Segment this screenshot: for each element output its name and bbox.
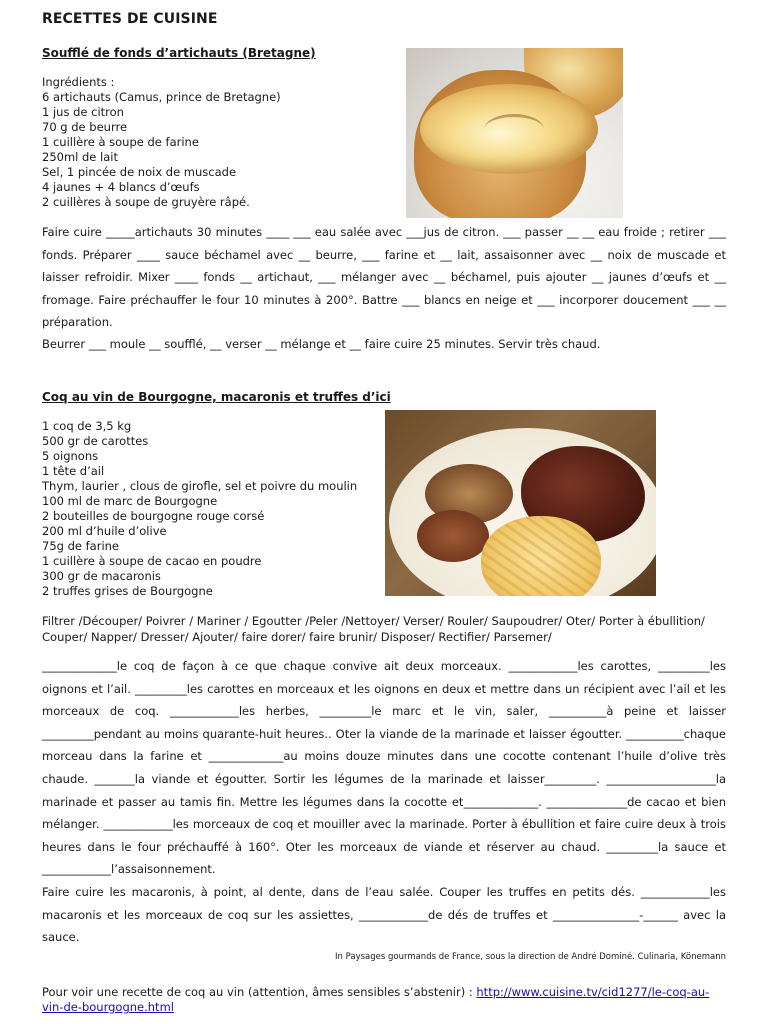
coq-au-vin-photo: [385, 410, 656, 596]
ingredient-item: 70 g de beurre: [42, 120, 128, 134]
footer-note: [42, 985, 726, 1015]
ingredient-item: 4 jaunes + 4 blancs d’œufs: [42, 180, 200, 194]
ingredient-item: Thym, laurier , clous de girofle, sel et poivre du moulin: [42, 479, 358, 493]
recipe2-instructions: _____________le coq de façon à ce que chaque convive ait deux morceaux. ____________les carottes, _________les oignons et l’ail. _________les carottes en morceaux et les oignons en deux et mettre dans un récipient avec l’ail et les morceaux de coq. ____________les herbes, _________le marc et le vin, saler, __________à peine et laisser _________pendant au moins quarante-huit heures.. Oter la viande de la marinade et laisser égoutter. __________chaque morceau dans la farine et _____________au moins douze minutes dans une cocotte contenant l’huile d’olive très chaude. _______la viande et égoutter. Sortir les légumes de la marinade et laisser_________. ___________________la marinade et passer au tamis fin. Mettre les légumes dans la cocotte et_____________. ______________de cacao et bien mélanger. ____________les morceaux de coq et mouiller avec la marinade. Porter à ébullition et faire cuire deux à trois heures dans le four préchauffé à 160°. Oter les morceaux de viande et réserver au chaud. _________la sauce et ____________l’assaisonnement.: [42, 659, 726, 877]
recipe2-ingredients: [42, 419, 357, 599]
ingredient-item: 2 truffes grises de Bourgogne: [42, 584, 213, 598]
plate: [389, 428, 656, 596]
ingredient-item: Sel, 1 pincée de noix de muscade: [42, 165, 237, 179]
ingredient-item: 1 coq de 3,5 kg: [42, 419, 132, 433]
ingredient-item: 1 cuillère à soupe de farine: [42, 135, 199, 149]
souffle-photo: [406, 48, 623, 218]
recipe1-final-line: Beurrer ___ moule __ soufflé, __ verser __ mélange et __ faire cuire 25 minutes. Servir très chaud.: [42, 337, 601, 351]
ingredient-item: Ingrédients :: [42, 75, 115, 89]
ingredient-item: 2 cuillères à soupe de gruyère râpé.: [42, 195, 250, 209]
recipe2-title: Coq au vin de Bourgogne, macaronis et truffes d’ici: [42, 390, 391, 404]
source-citation: In Paysages gourmands de France, sous la direction de André Dominé. Culinaria, Könemann: [335, 952, 726, 962]
recipe1-title: Soufflé de fonds d’artichauts (Bretagne): [42, 46, 316, 60]
ingredient-item: 100 ml de marc de Bourgogne: [42, 494, 218, 508]
ingredient-item: 500 gr de carottes: [42, 434, 149, 448]
ingredient-item: 200 ml d’huile d’olive: [42, 524, 167, 538]
onions: [417, 510, 489, 562]
ingredient-item: 300 gr de macaronis: [42, 569, 161, 583]
footer-text: Pour voir une recette de coq au vin (attention, âmes sensibles s’abstenir) :: [42, 985, 477, 999]
recipe1-ingredients: [42, 75, 281, 210]
ingredient-item: 1 jus de citron: [42, 105, 124, 119]
ingredient-item: 1 tête d’ail: [42, 464, 105, 478]
recipe1-instructions: Faire cuire _____artichauts 30 minutes ____ ___ eau salée avec ___jus de citron. ___ passer __ __ eau froide ; retirer ___ fonds. Préparer ____ sauce béchamel avec __ beurre, ___ farine et __ lait, assaisonner avec __ noix de muscade et laisser refroidir. Mixer ____ fonds __ artichaut, ___ mélanger avec __ béchamel, puis ajouter __ jaunes d’œufs et __ fromage. Faire préchauffer le four 10 minutes à 200°. Battre ___ blancs en neige et ___ incorporer doucement ___ __ préparation.: [42, 225, 726, 329]
recipe2-verb-list: Filtrer /Découper/ Poivrer / Mariner / Egoutter /Peler /Nettoyer/ Verser/ Rouler/ Saupoudrer/ Oter/ Porter à ébullition/ Couper/ Napper/ Dresser/ Ajouter/ faire dorer/ faire brunir/ Disposer/ Rectifier/ Parsemer/: [42, 614, 705, 644]
recipe-link[interactable]: http://www.cuisine.tv/cid1277/le-coq-au-vin-de-bourgogne.html: [42, 985, 710, 1014]
ingredient-item: 2 bouteilles de bourgogne rouge corsé: [42, 509, 265, 523]
souffle-crack: [484, 114, 544, 145]
ingredient-item: 75g de farine: [42, 539, 120, 553]
ingredient-item: 6 artichauts (Camus, prince de Bretagne): [42, 90, 281, 104]
souffle-ramekin: [414, 70, 586, 218]
recipe2-final-paragraph: Faire cuire les macaronis, à point, al dente, dans de l’eau salée. Couper les truffes en petits dés. ____________les macaronis et les morceaux de coq sur les assiettes, ____________de dés de truffes et _______________-______ avec la sauce.: [42, 885, 726, 945]
ingredient-item: 5 oignons: [42, 449, 99, 463]
pasta: [481, 516, 601, 596]
ingredient-item: 250ml de lait: [42, 150, 118, 164]
ingredient-item: 1 cuillère à soupe de cacao en poudre: [42, 554, 262, 568]
page-title: RECETTES DE CUISINE: [42, 11, 218, 27]
